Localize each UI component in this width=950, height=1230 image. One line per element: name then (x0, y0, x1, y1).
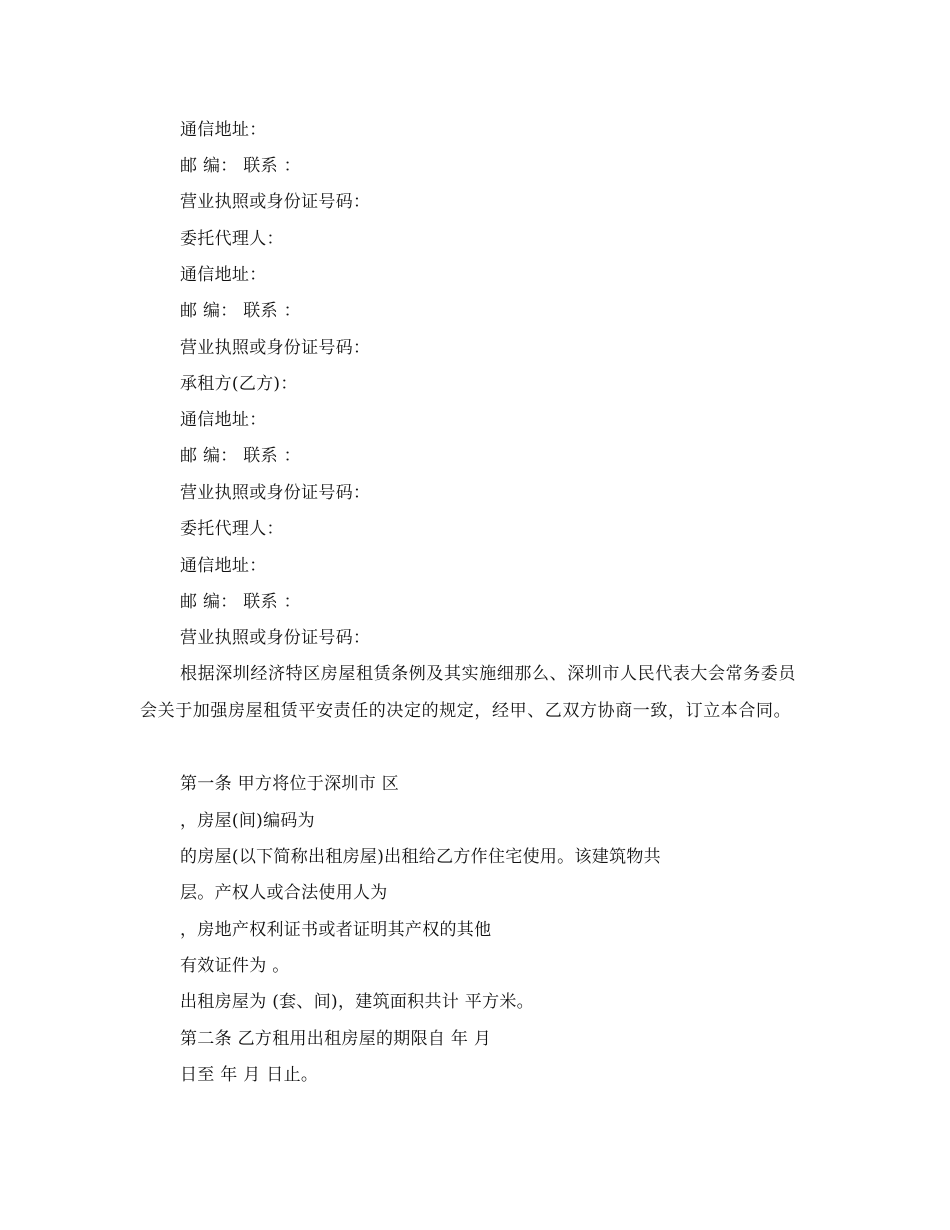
text-line: 邮 编： 联系 ： (180, 301, 301, 321)
text-line: 邮 编： 联系 ： (180, 156, 301, 176)
text-line: 委托代理人： (180, 519, 284, 539)
text-line: 第一条 甲方将位于深圳市 区 (180, 774, 400, 794)
text-line: 通信地址： (180, 410, 267, 430)
text-line: 通信地址： (180, 556, 267, 576)
body-paragraph: 根据深圳经济特区房屋租赁条例及其实施细那么、深圳市人民代表大会常务委员会关于加强房屋租赁平安责任的决定的规定，经甲、乙双方协商一致，订立本合同。 (140, 664, 796, 721)
text-line: 承租方(乙方)： (180, 374, 298, 394)
text-line: 营业执照或身份证号码： (180, 338, 371, 358)
text-line: ，房地产权利证书或者证明其产权的其他 (180, 920, 492, 940)
text-line: 通信地址： (180, 265, 267, 285)
text-line: 有效证件为 。 (180, 956, 290, 976)
text-line: 营业执照或身份证号码： (180, 483, 371, 503)
text-line: 日至 年 月 日止。 (180, 1065, 319, 1085)
text-line: 邮 编： 联系 ： (180, 592, 301, 612)
text-line: 营业执照或身份证号码： (180, 628, 371, 648)
text-line: 层。产权人或合法使用人为 (180, 883, 388, 903)
text-line: 通信地址： (180, 120, 267, 140)
text-line: 委托代理人： (180, 229, 284, 249)
text-line: 的房屋(以下简称出租房屋)出租给乙方作住宅使用。该建筑物共 (180, 847, 661, 867)
text-line: 邮 编： 联系 ： (180, 446, 301, 466)
text-line: 营业执照或身份证号码： (180, 192, 371, 212)
text-line: 出租房屋为 (套、间)，建筑面积共计 平方米。 (180, 992, 534, 1012)
text-line: ，房屋(间)编码为 (180, 811, 315, 831)
text-line: 第二条 乙方租用出租房屋的期限自 年 月 (180, 1029, 492, 1049)
